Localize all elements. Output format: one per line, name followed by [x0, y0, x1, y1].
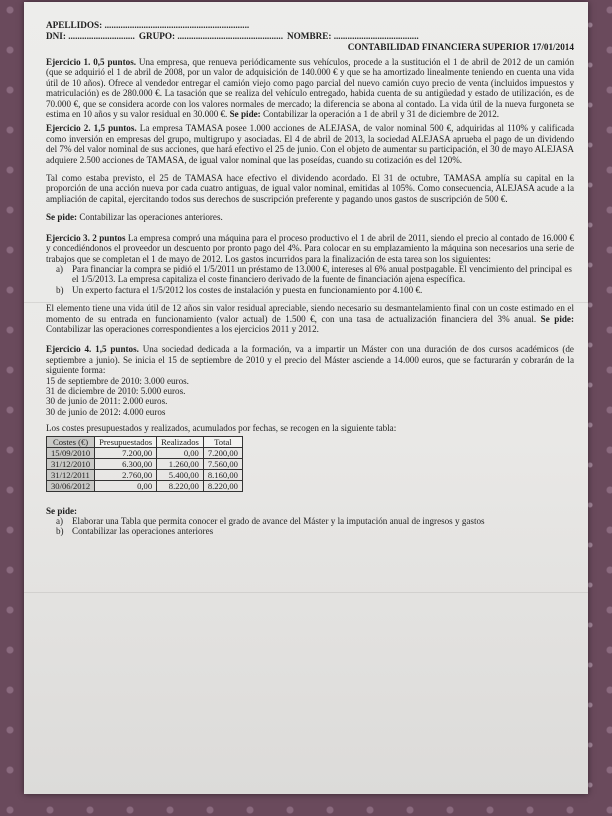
- exercise-4-title: Ejercicio 4. 1,5 puntos.: [46, 344, 139, 355]
- table-cell: 31/12/2010: [47, 458, 95, 469]
- exercise-2-task: Contabilizar las operaciones anteriores.: [79, 212, 223, 223]
- table-cell: 8.220,00: [203, 480, 242, 491]
- list-item: b) Contabilizar las operaciones anteriores: [56, 526, 214, 537]
- exercise-3-ask: Se pide:: [540, 313, 574, 324]
- table-cell: 6.300,00: [95, 458, 157, 469]
- table-cell: 8.160,00: [203, 469, 242, 480]
- exercise-4-list: [46, 516, 574, 537]
- exercise-1-ask: Se pide:: [229, 109, 261, 120]
- grupo-field: GRUPO: ..............................................: [138, 31, 283, 41]
- exercise-1-title: Ejercicio 1. 0,5 puntos.: [46, 57, 137, 67]
- exam-content: [46, 20, 574, 537]
- table-header-row: [47, 436, 243, 447]
- exercise-2-ask: Se pide:: [46, 212, 78, 223]
- list-item: a) Elaborar una Tabla que permita conocer el grado de avance del Máster y la imputación anual de ingresos y gastos: [56, 516, 485, 526]
- exercise-2-paragraph-1: La empresa TAMASA posee 1.000 acciones de ALEJASA, de valor nominal 500 €, adquiridas al 110% y calificada como inversión en empresas del grupo, multigrupo y asociadas. El 4 de abril de 2013, la sociedad ALEJASA aprueba el pago de un dividendo del 7% del valor nominal de sus acciones, que hará efectivo el 25 de junio. Con el objeto de aumentar su participación, el 30 de mayo ALEJASA adquiere 2.500 acciones de TAMASA, de igual valor nominal que las poseídas, cuando su cotización es del 120%.: [46, 123, 574, 165]
- exercise-4: [46, 344, 574, 536]
- exam-header: [46, 20, 574, 53]
- table-row: [47, 458, 243, 469]
- apellidos-field: APELLIDOS: ...............................................................: [46, 20, 250, 30]
- exercise-1: [46, 57, 574, 119]
- table-intro: Los costes presupuestados y realizados, acumulados por fechas, se recogen en la siguiente tabla:: [46, 423, 397, 434]
- exam-sheet: [24, 2, 588, 794]
- table-cell: 7.200,00: [95, 447, 157, 458]
- payment-schedule: [46, 376, 574, 418]
- exercise-1-task: Contabilizar la operación a 1 de abril y 31 de diciembre de 2012.: [262, 109, 500, 120]
- exercise-4-paragraph-1: Una sociedad dedicada a la formación, va a impartir un Máster con una duración de dos cursos académicos (de septiembre a junio). Se inicia el 15 de septiembre de 2010 y el precio del Máster asciende a 14.000 euros, que se facturarán y cobrarán de la siguiente forma:: [46, 344, 574, 376]
- exercise-2: [46, 123, 574, 222]
- column-header: Realizados: [157, 436, 204, 447]
- list-item: 15 de septiembre de 2010: 3.000 euros.: [46, 375, 189, 386]
- table-cell: 30/06/2012: [47, 480, 95, 491]
- table-cell: 8.220,00: [157, 480, 204, 491]
- exercise-3-task: Contabilizar las operaciones correspondientes a los ejercicios 2011 y 2012.: [46, 323, 319, 334]
- column-header: Presupuestados: [95, 436, 157, 447]
- table-cell: 0,00: [95, 480, 157, 491]
- list-item: 30 de junio de 2011: 2.000 euros.: [46, 396, 168, 407]
- list-item: a) Para financiar la compra se pidió el 1/5/2011 un préstamo de 13.000 €, intereses al 6% anual postpagable. El vencimiento del principal es el 1/5/2013. La empresa capitaliza el coste financiero derivado de la fuente de financiación ajena específica.: [56, 263, 572, 285]
- table-row: [47, 480, 243, 491]
- list-item: 30 de junio de 2012: 4.000 euros: [46, 406, 166, 417]
- column-header: Total: [203, 436, 242, 447]
- exercise-1-text: Una empresa, que renueva periódicamente sus vehículos, procede a la sustitución el 1 de abril de 2012 de un camión (que se adquirió el 1 de abril de 2008, por un valor de adquisición de 140.000 € y que se ha amortizado linealmente teniendo en cuenta una vida útil de 10 años). Ofrece al vendedor entregar el camión viejo como pago parcial del nuevo camión cuyo precio de venta (incluidos impuestos y matriculación) es de 280.000 €. La tasación que se realiza del vehículo entregado, habida cuenta de su antigüedad y estado de utilización, es de 70.000 €, que se considera acorde con los valores normales de mercado; la diferencia se abona al contado. La vida útil de la nueva furgoneta se estima en 10 años y su valor residual en 30.000 €.: [46, 57, 575, 120]
- exercise-2-paragraph-2: Tal como estaba previsto, el 25 de TAMASA hace efectivo el dividendo acordado. El 31 de octubre, TAMASA amplía su capital en la proporción de una acción nueva por cada cuatro antiguas, de igual valor nominal, emitidas al 105%. Como consecuencia, ALEJASA acude a la ampliación de capital, ejercitando todos sus derechos de suscripción preferente y pagando unos gastos de suscripción de 500 €.: [46, 173, 574, 204]
- exercise-4-ask: Se pide:: [46, 505, 78, 516]
- column-header: Costes (€): [47, 436, 95, 447]
- table-cell: 2.760,00: [95, 469, 157, 480]
- table-cell: 0,00: [157, 447, 204, 458]
- table-cell: 5.400,00: [157, 469, 204, 480]
- table-cell: 31/12/2011: [47, 469, 95, 480]
- table-row: [47, 447, 243, 458]
- nombre-field: NOMBRE: .....................................: [287, 31, 419, 41]
- table-cell: 7.560,00: [203, 458, 242, 469]
- exercise-3-paragraph-2: El elemento tiene una vida útil de 12 años sin valor residual apreciable, siendo necesario su desmantelamiento final con un coste estimado en el momento de su entrada en funcionamiento (valor actual) de 1.500 €, con una tasa de actualización financiera del 3% anual.: [46, 303, 574, 324]
- exercise-3-title: Ejercicio 3. 2 puntos: [46, 232, 126, 243]
- dni-field: DNI: .............................: [46, 31, 135, 41]
- exercise-2-title: Ejercicio 2. 1,5 puntos.: [46, 123, 137, 134]
- costs-table: [46, 436, 243, 492]
- exercise-3-list: [46, 264, 574, 295]
- course-title: CONTABILIDAD FINANCIERA SUPERIOR 17/01/2014: [347, 42, 574, 52]
- exercise-3: [46, 233, 574, 335]
- table-row: [47, 469, 243, 480]
- exercise-3-paragraph-1: La empresa compró una máquina para el proceso productivo el 1 de abril de 2011, siendo el precio al contado de 16.000 € y concediéndonos el proveedor un descuento por pronto pago del 4%. Para colocar en su emplazamiento la máquina son necesarios una serie de trabajos que se completan el 1 de mayo de 2012. Los gastos incurridos para la finalización de esta tarea son los siguientes:: [46, 232, 574, 264]
- list-item: 31 de diciembre de 2010: 5.000 euros.: [46, 385, 186, 396]
- table-cell: 7.200,00: [203, 447, 242, 458]
- table-cell: 15/09/2010: [47, 447, 95, 458]
- table-cell: 1.260,00: [157, 458, 204, 469]
- list-item: b) Un experto factura el 1/5/2012 los costes de instalación y puesta en funcionamiento por 4.100 €.: [56, 284, 423, 295]
- paper-fold: [24, 592, 588, 593]
